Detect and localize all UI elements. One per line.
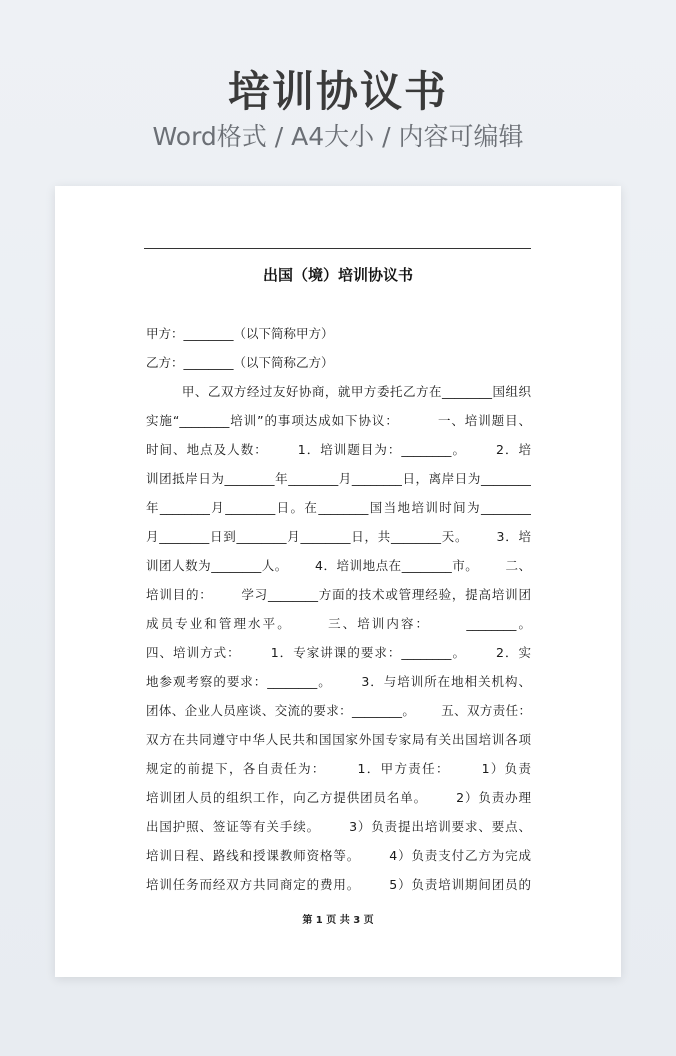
text-line: 出国护照、签证等有关手续。 3）负责提出培训要求、要点、: [146, 819, 531, 834]
text-line: 乙方：________（以下简称乙方）: [146, 355, 334, 370]
page-number: 第 1 页 共 3 页: [302, 915, 374, 926]
banner-title: 培训协议书: [227, 67, 448, 116]
banner-subtitle: Word格式 / A4大小 / 内容可编辑: [152, 122, 524, 151]
text-line: 四、培训方式： 1．专家讲课的要求：________。 2．实: [146, 645, 531, 660]
text-line: 培训团人员的组织工作，向乙方提供团员名单。 2）负责办理: [146, 790, 531, 805]
text-line: 成员专业和管理水平。 三、培训内容： ________。: [146, 616, 531, 631]
text-line: 时间、地点及人数： 1．培训题目为：________。 2．培: [146, 442, 531, 457]
document-title: 出国（境）培训协议书: [262, 266, 413, 284]
text-line: 培训日程、路线和授课教师资格等。 4）负责支付乙方为完成: [146, 848, 531, 863]
text-line: 月________日到________月________日，共________天。 3．培: [146, 529, 531, 544]
text-line: 规定的前提下，各自责任为： 1．甲方责任： 1）负责: [146, 761, 531, 776]
document-page: [55, 186, 621, 977]
text-line: 甲方：________（以下简称甲方）: [146, 326, 334, 341]
text-line: 培训任务而经双方共同商定的费用。 5）负责培训期间团员的: [146, 877, 531, 892]
text-line: 训团抵岸日为________年________月________日，离岸日为________: [146, 471, 531, 486]
header-rule: [144, 248, 531, 249]
text-line: 训团人数为________人。 4．培训地点在________市。 二、: [146, 558, 531, 573]
text-line: 甲、乙双方经过友好协商，就甲方委托乙方在________国组织: [146, 384, 531, 399]
text-line: 双方在共同遵守中华人民共和国国家外国专家局有关出国培训各项: [146, 732, 531, 747]
text-line: 团体、企业人员座谈、交流的要求：________。 五、双方责任：: [146, 703, 531, 718]
text-line: 实施“________培训”的事项达成如下协议： 一、培训题目、: [146, 413, 531, 428]
text-line: 培训目的： 学习________方面的技术或管理经验，提高培训团: [146, 587, 531, 602]
text-line: 地参观考察的要求：________。 3．与培训所在地相关机构、: [146, 674, 531, 689]
text-line: 年________月________日。在________国当地培训时间为________: [146, 500, 531, 515]
